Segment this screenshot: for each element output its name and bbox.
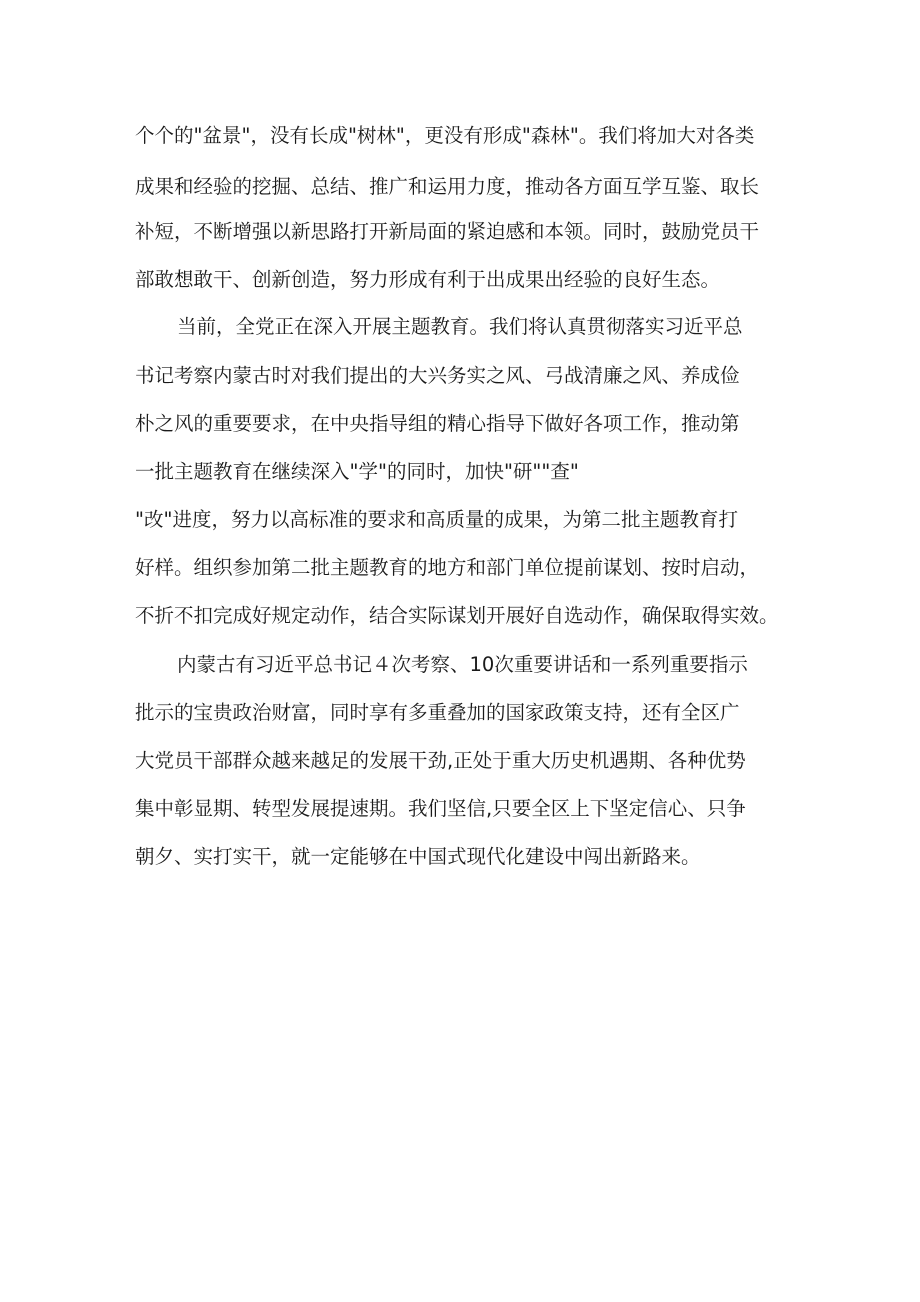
paragraph-line: 大党员干部群众越来越足的发展干劲,正处于重大历史机遇期、各种优势 xyxy=(135,749,746,772)
paragraph-line: 一批主题教育在继续深入"学"的同时，加快"研""查" xyxy=(135,460,579,483)
paragraph-line: 朴之风的重要要求，在中央指导组的精心指导下做好各项工作，推动第 xyxy=(135,412,740,435)
paragraph-line: 集中彰显期、转型发展提速期。我们坚信,只要全区上下坚定信心、只争 xyxy=(135,797,746,820)
paragraph-line: 朝夕、实打实干，就一定能够在中国式现代化建设中闯出新路来。 xyxy=(135,845,701,868)
paragraph-line: 书记考察内蒙古时对我们提出的大兴务实之风、弓战清廉之风、养成俭 xyxy=(135,364,740,387)
paragraph-line: 个个的"盆景"，没有长成"树林"，更没有形成"森林"。我们将加大对各类 xyxy=(135,124,755,147)
paragraph-line: "改"进度，努力以高标准的要求和高质量的成果，为第二批主题教育打 xyxy=(135,508,738,531)
paragraph-line: 部敢想敢干、创新创造，努力形成有利于出成果出经验的良好生态。 xyxy=(135,268,721,291)
paragraph-line: 批示的宝贵政治财富，同时享有多重叠加的国家政策支持，还有全区广 xyxy=(135,701,740,724)
paragraph-line: 补短，不断增强以新思路打开新局面的紧迫感和本领。同时，鼓励党员干 xyxy=(135,220,760,243)
paragraph-line: 成果和经验的挖掘、总结、推广和运用力度，推动各方面互学互鉴、取长 xyxy=(135,175,760,198)
paragraph-line: 当前，全党正在深入开展主题教育。我们将认真贯彻落实习近平总 xyxy=(177,315,743,338)
paragraph-line: 内蒙古有习近平总书记４次考察、10次重要讲话和一系列重要指示 xyxy=(177,653,748,676)
paragraph-line: 不折不扣完成好规定动作，结合实际谋划开展好自选动作，确保取得实效。 xyxy=(135,604,779,627)
paragraph-line: 好样。组织参加第二批主题教育的地方和部门单位提前谋划、按时启动， xyxy=(135,556,760,579)
